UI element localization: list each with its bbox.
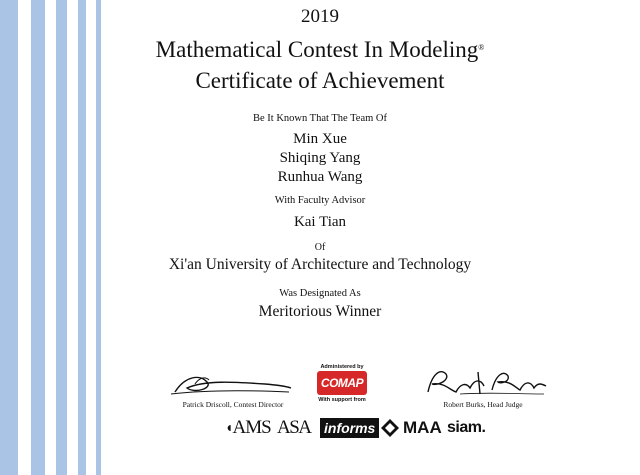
administered-by-text: Administered by — [320, 364, 364, 370]
known-text: Be It Known That The Team Of — [253, 113, 387, 124]
comap-logo: COMAP — [317, 371, 367, 395]
informs-logo: informs — [320, 418, 379, 438]
contest-name — [0, 37, 640, 63]
designated-text: Was Designated As — [279, 288, 361, 299]
team-member: Min Xue — [293, 131, 347, 147]
certificate-title: Certificate of Achievement — [195, 68, 445, 93]
registered-mark: ® — [478, 43, 485, 52]
judge-caption: Robert Burks, Head Judge — [443, 400, 523, 409]
award-title: Meritorious Winner — [258, 303, 382, 320]
comap-block — [312, 364, 372, 403]
judge-signature — [420, 364, 550, 400]
ams-logo-text: AMS — [232, 417, 271, 438]
faculty-advisor-text: With Faculty Advisor — [274, 195, 366, 206]
of-text: Of — [314, 242, 326, 253]
certificate-year: 2019 — [301, 6, 339, 27]
advisor-name: Kai Tian — [293, 214, 347, 230]
siam-logo: siam. — [447, 419, 486, 436]
team-member: Shiqing Yang — [279, 150, 361, 166]
asa-logo: ASA — [277, 417, 311, 438]
university-name: Xi'an University of Architecture and Technology — [168, 256, 472, 273]
contest-name-text: Mathematical Contest In Modeling — [155, 37, 479, 62]
director-signature — [165, 368, 295, 400]
team-member: Runhua Wang — [277, 169, 363, 185]
maa-emblem-icon — [380, 418, 400, 438]
support-from-text: With support from — [318, 397, 366, 403]
director-caption: Patrick Driscoll, Contest Director — [182, 400, 284, 409]
maa-logo: MAA — [403, 418, 442, 437]
ams-logo: ◖AMS — [225, 417, 271, 438]
